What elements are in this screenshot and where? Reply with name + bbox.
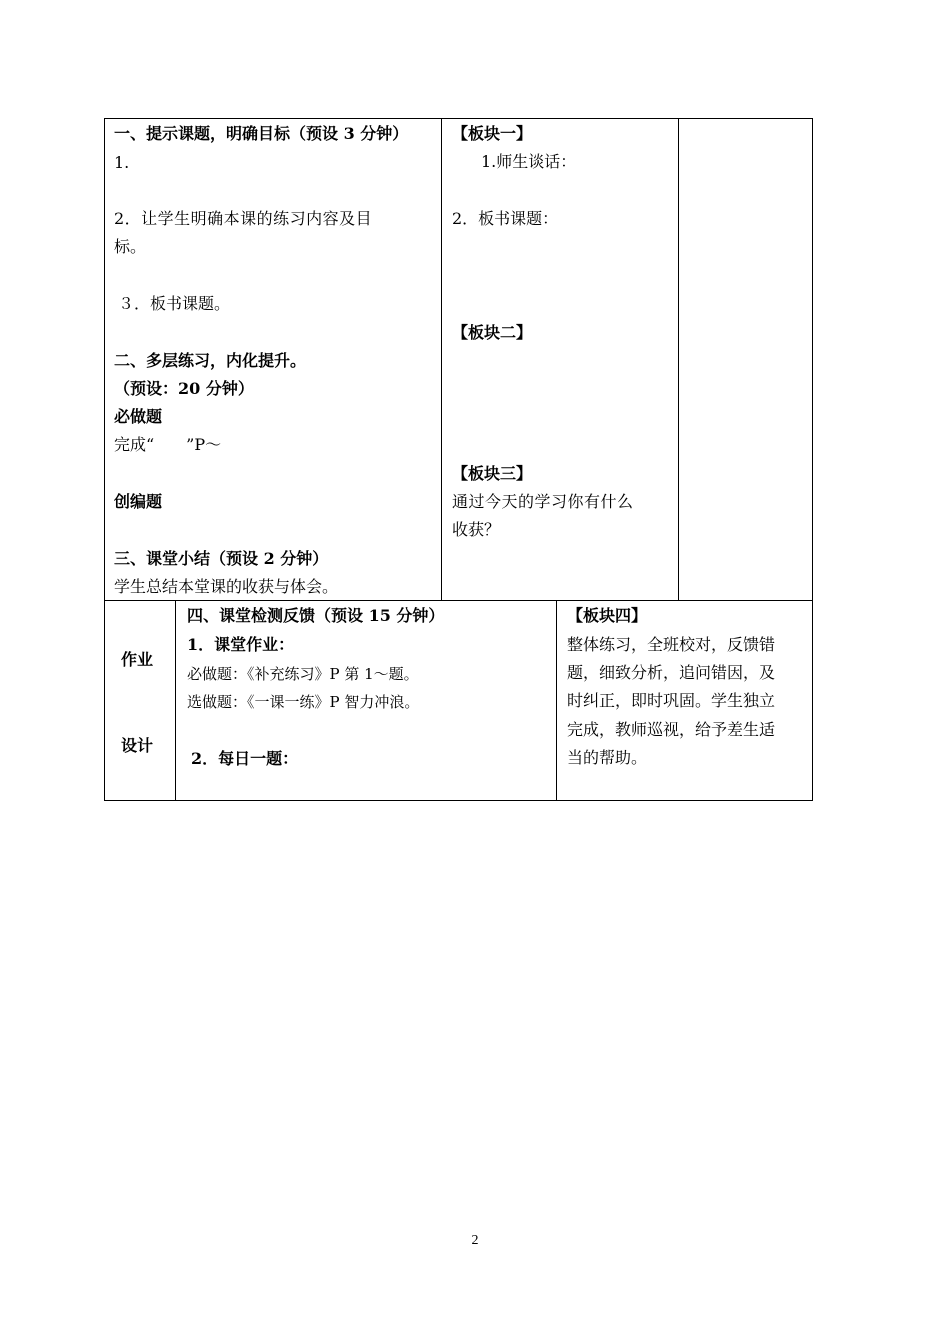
block1-item2: 2．板书课题：	[452, 209, 559, 228]
homework-label-top: 作业	[121, 650, 154, 669]
section4-title: 四、课堂检测反馈（预设 15 分钟）	[187, 606, 445, 625]
section2-title: 二、多层练习，内化提升。	[114, 351, 307, 370]
section1-item2-line1: 2．让学生明确本课的练习内容及目	[114, 209, 373, 228]
page-number: 2	[471, 1233, 479, 1248]
required-text: 完成“ ”P～	[114, 435, 222, 454]
column-divider	[441, 119, 442, 600]
section1-item3: ３．板书课题。	[118, 294, 231, 313]
section1-title: 一、提示课题，明确目标（预设 3 分钟）	[114, 124, 409, 143]
section2-time: （预设：20 分钟）	[114, 379, 254, 398]
classwork-required: 必做题：《补充练习》P 第 1～题。	[187, 665, 419, 683]
column-divider	[556, 601, 557, 800]
section1-item1: 1.	[114, 153, 130, 172]
block1-item1: 1.师生谈话：	[481, 152, 577, 171]
block4-line: 当的帮助。	[567, 748, 648, 767]
block2-title: 【板块二】	[452, 323, 533, 342]
required-label: 必做题	[114, 407, 163, 426]
column-divider	[175, 601, 176, 800]
block3-text-line2: 收获？	[452, 520, 501, 539]
block3-title: 【板块三】	[452, 464, 533, 483]
homework-label-bottom: 设计	[121, 736, 154, 755]
classwork-title: 1．课堂作业：	[187, 635, 295, 654]
block1-title: 【板块一】	[452, 124, 533, 143]
block3-text-line1: 通过今天的学习你有什么	[452, 492, 634, 511]
creative-label: 创编题	[114, 492, 163, 511]
classwork-optional: 选做题：《一课一练》P 智力冲浪。	[187, 693, 420, 711]
block4-line: 整体练习，全班校对，反馈错	[567, 635, 776, 654]
block4-line: 时纠正，即时巩固。学生独立	[567, 691, 776, 710]
section3-text: 学生总结本堂课的收获与体会。	[114, 577, 339, 596]
section1-item2-line2: 标。	[114, 237, 147, 256]
daily-question-title: 2．每日一题：	[191, 749, 299, 768]
block4-line: 完成，教师巡视，给予差生适	[567, 720, 776, 739]
section3-title: 三、课堂小结（预设 2 分钟）	[114, 549, 329, 568]
block4-title: 【板块四】	[567, 606, 648, 625]
block4-line: 题，细致分析，追问错因，及	[567, 663, 776, 682]
column-divider	[678, 119, 679, 600]
